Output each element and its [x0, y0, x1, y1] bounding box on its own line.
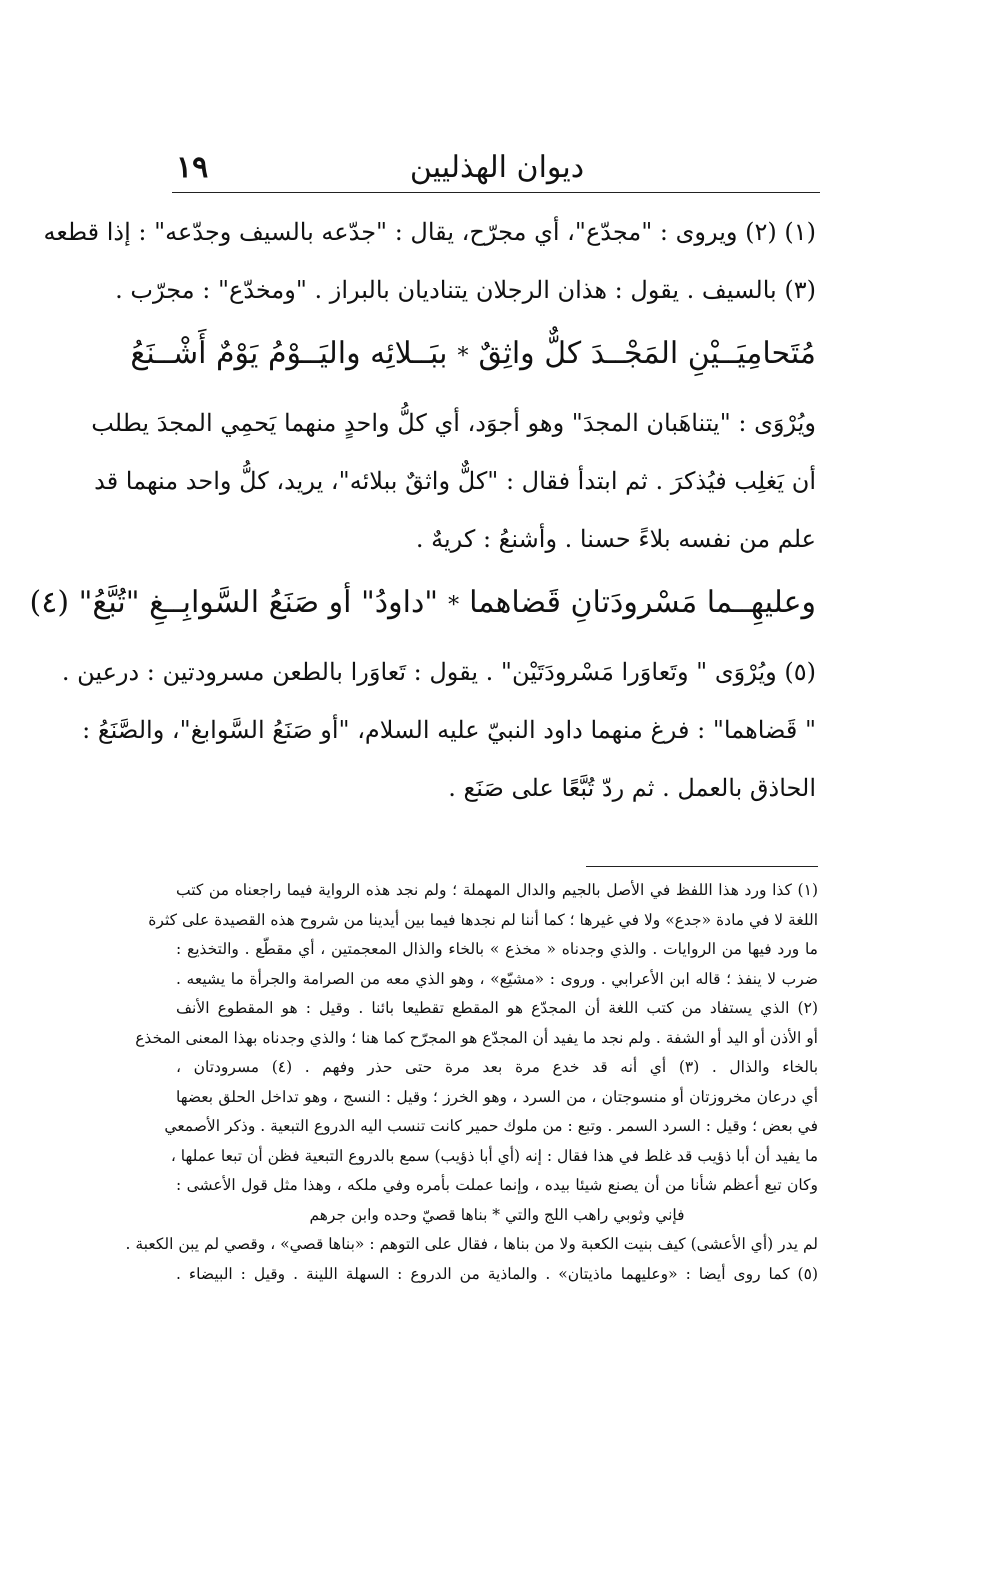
footnote-line: أي درعان مخروزتان أو منسوجتان ، من السرد ، وهو الخرز ؛ وقيل : النسج ، وهو تداخل الحلق بعضها	[176, 1087, 818, 1106]
main-text	[29, 208, 816, 824]
verse-separator-icon: *	[457, 344, 469, 369]
verse-line	[29, 575, 816, 634]
verse-line	[130, 326, 816, 385]
text-line: ويُرْوَى : "يتناهَبان المجدَ" وهو أجوَد، أي كلُّ واحدٍ منهما يَحمِي المجدَ يطلب	[91, 409, 816, 437]
footnote-line: في بعض ؛ وقيل : السرد السمر . وتبع : من ملوك حمير كانت تنسب اليه الدروع التبعية . وذكر الأصمعي	[164, 1117, 818, 1135]
footnote-line: بالخاء والذال . (٣) أي أنه قد خدع مرة بعد مرة حتى حذر وفهم . (٤) مسرودتان ،	[176, 1058, 819, 1076]
text-line: أن يَغلِب فيُذكرَ . ثم ابتدأ فقال : "كلٌّ واثقٌ ببلائه"، يريد، كلُّ واحد منهما قد	[94, 467, 816, 495]
text-line: علم من نفسه بلاءً حسنا . وأشنعُ : كريهٌ .	[415, 525, 816, 553]
text-line: (٥) ويُرْوَى " وتَعاوَرا مَسْرودَتَيْن" . يقول : تَعاوَرا بالطعن مسرودتين : درعين .	[61, 658, 816, 686]
footnote-separator	[586, 866, 818, 867]
verse-first-hemistich: وعليهِــما مَسْرودَتانِ قَضاهما	[469, 585, 816, 620]
footnote-line: ما ورد فيها من الروايات . والذي وجدناه « مخذع » بالخاء والذال المعجمتين ، أي مقطّع . والتخذيع :	[176, 940, 818, 958]
footnotes	[125, 876, 819, 1289]
verse-second-hemistich: "داودُ" أو صَنَعُ السَّوابِــغِ "تُبَّعُ" (٤)	[29, 585, 439, 620]
footnote-line: (١) كذا ورد هذا اللفظ في الأصل بالجيم والدال المهملة ؛ ولم نجد هذه الرواية فيما راجعناه من كتب	[176, 881, 818, 899]
page-header	[176, 148, 818, 188]
footnote-line: وكان تبع أعظم شأنا من أن يصنع شيئا بيده ، وإنما عملت بأمره وفي ملكه ، وهذا مثل قول الأعشى :	[176, 1176, 818, 1194]
footnote-line: (٥) كما روى أيضا : «وعليهما ماذيتان» . والماذية من الدروع : السهلة اللينة . وقيل : البيضاء .	[176, 1264, 818, 1283]
footnote-verse: فإني وثوبي راهب اللج والتي * بناها قصيّ وحده وابن جرهم	[309, 1205, 685, 1224]
verse-separator-icon: *	[448, 593, 460, 618]
text-line: (١) (٢) ويروى : "مجدّع"، أي مجرّح، يقال : "جدّعه بالسيف وجدّعه" : إذا قطعه	[43, 218, 816, 246]
header-rule	[172, 192, 820, 193]
text-line: الحاذق بالعمل . ثم ردّ تُبَّعًا على صَنَع .	[448, 774, 816, 802]
page-number: ١٩	[176, 150, 209, 185]
footnote-line: أو الأذن أو اليد أو الشفة . ولم نجد ما يفيد أن المجدّع هو المجرّح كما هنا ؛ والذي وجدناه بهذا المعنى المخذع	[135, 1028, 818, 1047]
text-line: " قَضاهما" : فرغ منهما داود النبيّ عليه السلام، "أو صَنَعُ السَّوابغ"، والصَّنَعُ :	[82, 716, 816, 744]
running-title: ديوان الهذليين	[409, 150, 585, 185]
footnote-line: لم يدر (أي الأعشى) كيف بنيت الكعبة ولا من بناها ، فقال على التوهم : «بناها قصي» ، وقصي لم يبن الكعبة .	[125, 1235, 818, 1253]
verse-first-hemistich: مُتَحامِيَــيْنِ المَجْــدَ كلٌّ واثِقٌ	[478, 336, 816, 371]
footnote-line: اللغة لا في مادة «جدع» ولا في غيرها ؛ كما أننا لم نجدها فيما بين أيدينا من شروح هذه القصيدة على كثرة	[148, 910, 818, 929]
footnote-line: ما يفيد أن أبا ذؤيب قد غلط في هذا فقال : إنه (أي أبا ذؤيب) سمع بالدروع التبعية فظن أن تبعا عملها ،	[170, 1146, 818, 1165]
footnote-line: ضرب لا ينفذ ؛ قاله ابن الأعرابي . وروى : «مشيّع» ، وهو الذي معه من الصرامة والجرأة ما يشيعه .	[176, 969, 818, 988]
verse-second-hemistich: ببَــلائِه واليَــوْمُ يَوْمٌ أَشْــنَعُ	[130, 336, 448, 371]
footnote-line: (٢) الذي يستفاد من كتب اللغة أن المجدّع هو المقطع تقطيعا بائنا . وقيل : هو المقطوع الأنف	[176, 999, 818, 1017]
text-line: (٣) بالسيف . يقول : هذان الرجلان يتناديان بالبراز . "ومخدّع" : مجرّب .	[115, 276, 816, 304]
